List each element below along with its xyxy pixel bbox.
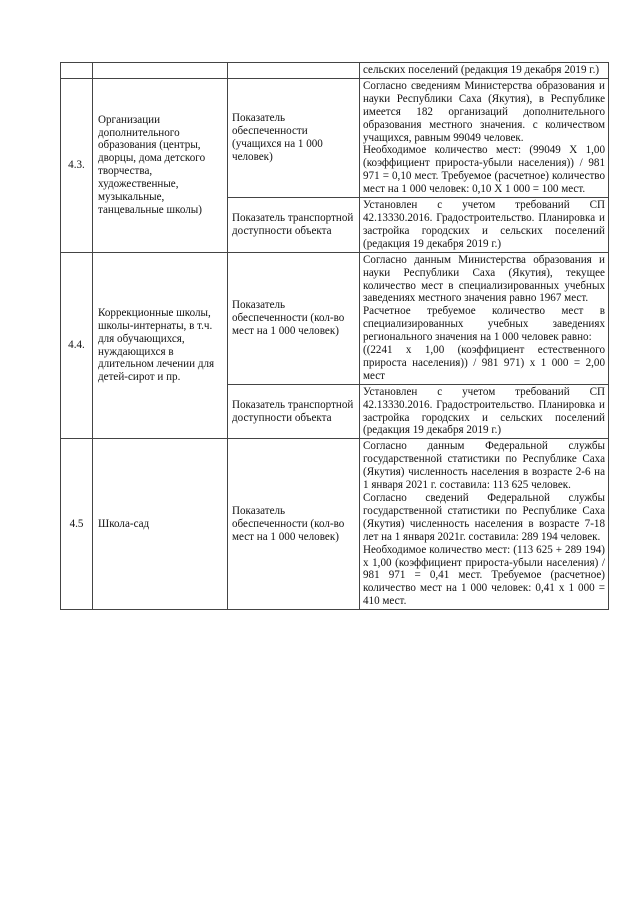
item-number-cell: 4.3.: [61, 78, 93, 252]
indicator-value-cell: [360, 252, 609, 384]
facility-name-cell: [93, 63, 228, 79]
indicator-label-cell: Показатель транспортной доступности объекта: [228, 384, 360, 439]
value-paragraph: Установлен с учетом требований СП 42.13330.2016. Градостроительство. Планировка и застройка городских и сельских поселений (редакция 19 декабря 2019 г.): [363, 385, 605, 437]
item-number-cell: [61, 63, 93, 79]
indicator-label-cell: Показатель транспортной доступности объекта: [228, 198, 360, 253]
item-number-cell: 4.4.: [61, 252, 93, 439]
value-paragraph: Необходимое количество мест: (99049 Х 1,00 (коэффициент прироста-убыли населения)) / 981 971 = 0,10 мест. Требуемое (расчетное) количество мест на 1 000 человек: 0,10 Х 1 000 = 100 мест.: [363, 144, 605, 196]
value-paragraph: Расчетное требуемое количество мест в специализированных учебных заведениях регионального значения на 1 000 человек равно:: [363, 305, 605, 344]
value-paragraph: Установлен с учетом требований СП 42.13330.2016. Градостроительство. Планировка и застройка городских и сельских поселений (редакция 19 декабря 2019 г.): [363, 199, 605, 250]
indicator-value-cell: [360, 198, 609, 253]
value-paragraph: Согласно данным Федеральной службы государственной статистики по Республике Саха (Якутия) численность населения в возрасте 2-6 на 1 января 2021 г. составила: 113 625 человек.: [363, 440, 605, 492]
table-row: [61, 439, 609, 610]
value-paragraph: Необходимое количество мест: (113 625 + 289 194) х 1,00 (коэффициент прироста-убыли населения) / 981 971 = 0,41 мест. Требуемое (расчетное) количество мест на 1 000 человек: 0,41 х 1 000 = 410 мест.: [363, 543, 605, 608]
facility-name-cell: Коррекционные школы, школы-интернаты, в т.ч. для обучающихся, нуждающихся в длительном лечении для детей-сирот и пр.: [93, 252, 228, 439]
table-row: [61, 252, 609, 384]
facility-name-cell: Организации дополнительного образования (центры, дворцы, дома детского творчества, художественные, музыкальные, танцевальные школы): [93, 78, 228, 252]
item-number-cell: 4.5: [61, 439, 93, 610]
indicator-value-cell: [360, 63, 609, 79]
indicator-value-cell: [360, 439, 609, 610]
value-paragraph: ((2241 х 1,00 (коэффициент естественного прироста населения)) / 981 971) х 1 000 = 2,00 мест: [363, 344, 605, 382]
value-paragraph: Согласно сведениям Министерства образования и науки Республики Саха (Якутия), в Республике имеется 182 организаций дополнительного образования местного значения. с количеством учащихся, равным 99049 человек.: [363, 79, 605, 144]
indicator-value-cell: [360, 78, 609, 197]
indicator-label-cell: Показатель обеспеченности (учащихся на 1 000 человек): [228, 78, 360, 197]
indicator-label-cell: Показатель обеспеченности (кол-во мест на 1 000 человек): [228, 252, 360, 384]
table-row: [61, 78, 609, 197]
indicator-value-cell: [360, 384, 609, 439]
norms-table: [60, 62, 609, 610]
value-paragraph: сельских поселений (редакция 19 декабря 2019 г.): [363, 64, 600, 76]
value-paragraph: Согласно сведений Федеральной службы государственной статистики по Республике Саха (Якутия) численность населения в возрасте 7-18 лет на 1 января 2021г. составила: 289 194 человек.: [363, 492, 605, 543]
indicator-label-cell: [228, 63, 360, 79]
indicator-label-cell: Показатель обеспеченности (кол-во мест на 1 000 человек): [228, 439, 360, 610]
value-paragraph: Согласно данным Министерства образования и науки Республики Саха (Якутия), текущее количество мест в специализированных учебных заведениях местного значения равно 1967 мест.: [363, 253, 605, 305]
table-body: [61, 63, 609, 610]
table-row: [61, 63, 609, 79]
facility-name-cell: Школа-сад: [93, 439, 228, 610]
